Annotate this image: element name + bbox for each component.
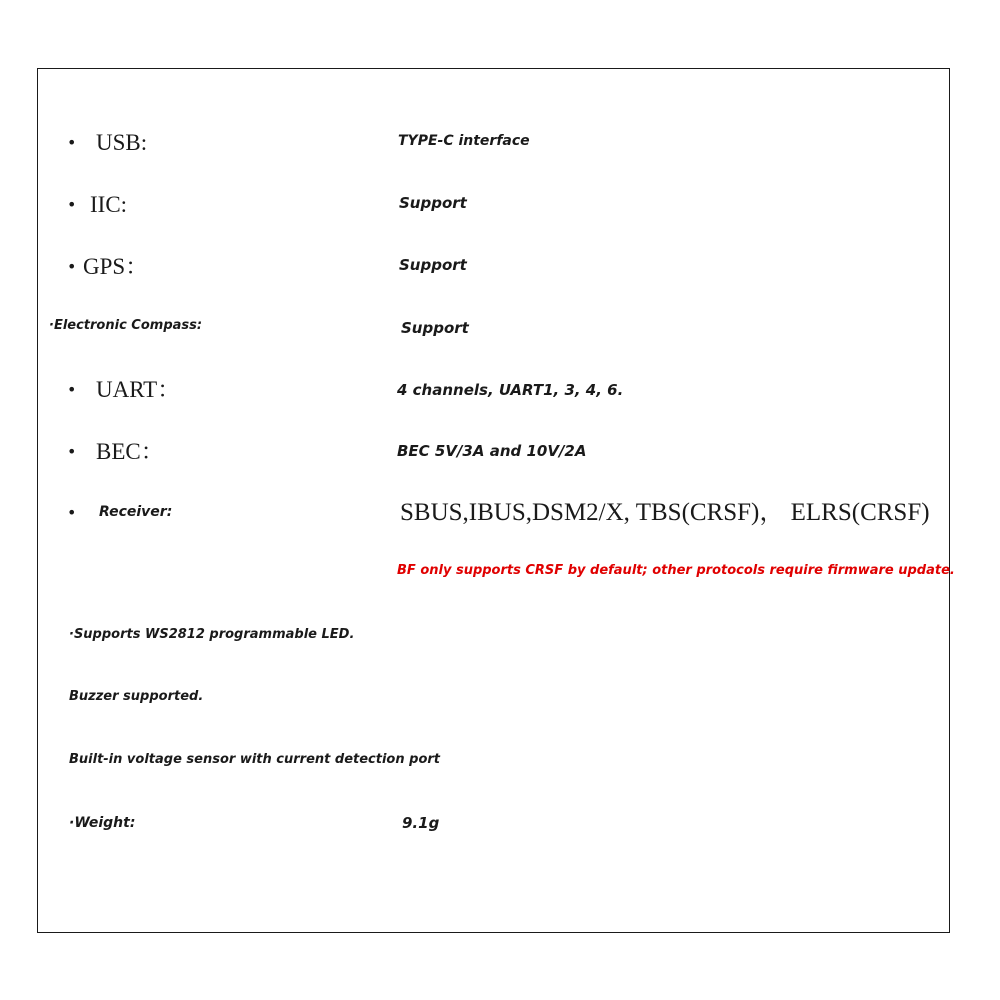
spec-label-gps: GPS： [83, 254, 149, 279]
extra-voltage-sensor: Built-in voltage sensor with current detection port [69, 752, 440, 767]
spec-label-receiver: Receiver: [99, 504, 173, 520]
spec-label-iic: IIC: [90, 192, 128, 217]
extra-ws2812: ·Supports WS2812 programmable LED. [69, 627, 355, 642]
weight-value: 9.1g [402, 814, 440, 832]
bullet-usb: • [67, 133, 77, 152]
bullet-receiver: • [67, 503, 77, 522]
extra-buzzer: Buzzer supported. [69, 689, 204, 704]
spec-value-usb: TYPE-C interface [398, 133, 530, 149]
receiver-note: BF only supports CRSF by default; other protocols require firmware update. [397, 563, 955, 578]
spec-label-uart: UART： [96, 377, 181, 402]
spec-value-iic: Support [399, 194, 467, 212]
spec-value-receiver: SBUS,IBUS,DSM2/X, TBS(CRSF)， ELRS(CRSF) [400, 499, 930, 526]
bullet-gps: • [67, 257, 77, 276]
bullet-bec: • [67, 442, 77, 461]
spec-label-bec: BEC： [96, 439, 164, 464]
spec-value-uart: 4 channels, UART1, 3, 4, 6. [397, 381, 624, 399]
spec-value-bec: BEC 5V/3A and 10V/2A [397, 442, 587, 460]
spec-label-usb: USB: [96, 130, 148, 155]
bullet-iic: • [67, 195, 77, 214]
bullet-uart: • [67, 380, 77, 399]
spec-value-gps: Support [399, 256, 467, 274]
weight-label: ·Weight: [69, 815, 136, 831]
spec-label-compass: ·Electronic Compass: [49, 318, 203, 333]
spec-value-compass: Support [401, 319, 469, 337]
